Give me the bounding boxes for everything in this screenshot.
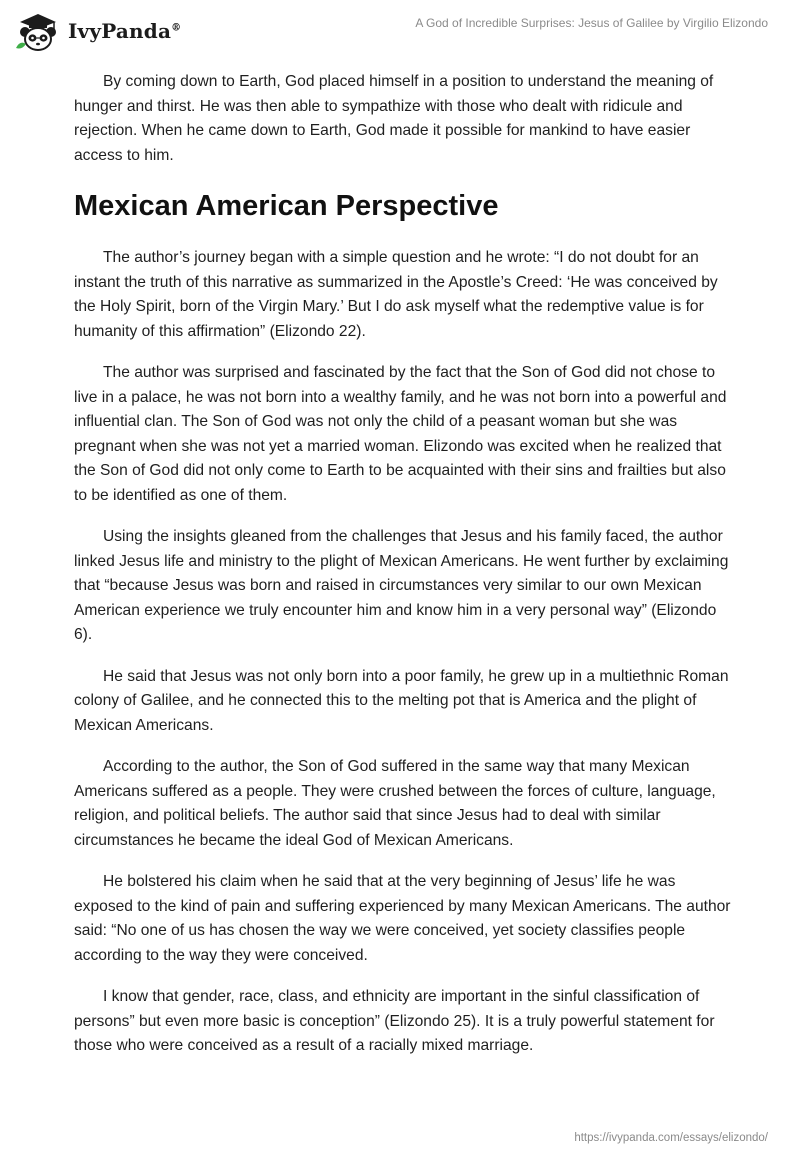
body-paragraph: He bolstered his claim when he said that at the very beginning of Jesus’ life he was exposed to the kind of pain and suffering experienced by many Mexican Americans. The author said: “No one of us has chosen the way we were conceived, yet society classifies people according to the way they were conceived. xyxy=(74,873,731,964)
body-paragraph: I know that gender, race, class, and ethnicity are important in the sinful classification of persons” but even more basic is conception” (Elizondo 25). It is a truly powerful statement for those who were conceived as a result of a racially mixed marriage. xyxy=(74,988,715,1054)
body-paragraph: The author’s journey began with a simple question and he wrote: “I do not doubt for an instant the truth of this narrative as summarized in the Apostle’s Creed: ‘He was conceived by the Holy Spirit, born of the Virgin Mary.’ But I do ask myself what the redemptive value is for humanity of this affirmation” (Elizondo 22). xyxy=(74,249,718,340)
page-header xyxy=(0,0,800,60)
intro-paragraph: By coming down to Earth, God placed himself in a position to understand the meaning of hunger and thirst. He was then able to sympathize with those who dealt with ridicule and rejection. When he came down to Earth, God made it possible for mankind to have easier access to him. xyxy=(74,73,714,164)
document-title: A God of Incredible Surprises: Jesus of Galilee by Virgilio Elizondo xyxy=(415,16,768,30)
body-paragraph: The author was surprised and fascinated by the fact that the Son of God did not chose to live in a palace, he was not born into a wealthy family, and he was not born into a powerful and influential clan. The Son of God was not only the child of a peasant woman but she was pregnant when she was not yet a married woman. Elizondo was excited when he realized that the Son of God did not only come to Earth to be acquainted with their sins and frailties but also to be identified as one of them. xyxy=(74,364,727,504)
ivypanda-logo[interactable] xyxy=(14,10,181,52)
panda-graduate-icon xyxy=(14,10,64,52)
body-paragraph: He said that Jesus was not only born into a poor family, he grew up in a multiethnic Roman colony of Galilee, and he connected this to the melting pot that is America and the plight of Mexican Americans. xyxy=(74,667,729,734)
body-paragraph: Using the insights gleaned from the challenges that Jesus and his family faced, the author linked Jesus life and ministry to the plight of Mexican Americans. He went further by exclaiming that “because Jesus was born and raised in circumstances very similar to our own Mexican American experience we truly encounter him and know him in a very personal way” (Elizondo 6). xyxy=(74,528,729,643)
body-paragraph: According to the author, the Son of God suffered in the same way that many Mexican Americans suffered as a people. They were crushed between the forces of culture, language, religion, and political beliefs. The author said that since Jesus had to deal with similar circumstances he became the ideal God of Mexican Americans. xyxy=(74,758,716,849)
brand-name: IvyPanda® xyxy=(68,19,182,43)
essay-body xyxy=(74,70,734,1076)
source-url[interactable]: https://ivypanda.com/essays/elizondo/ xyxy=(574,1132,768,1144)
section-heading: Mexican American Perspective xyxy=(74,190,499,222)
